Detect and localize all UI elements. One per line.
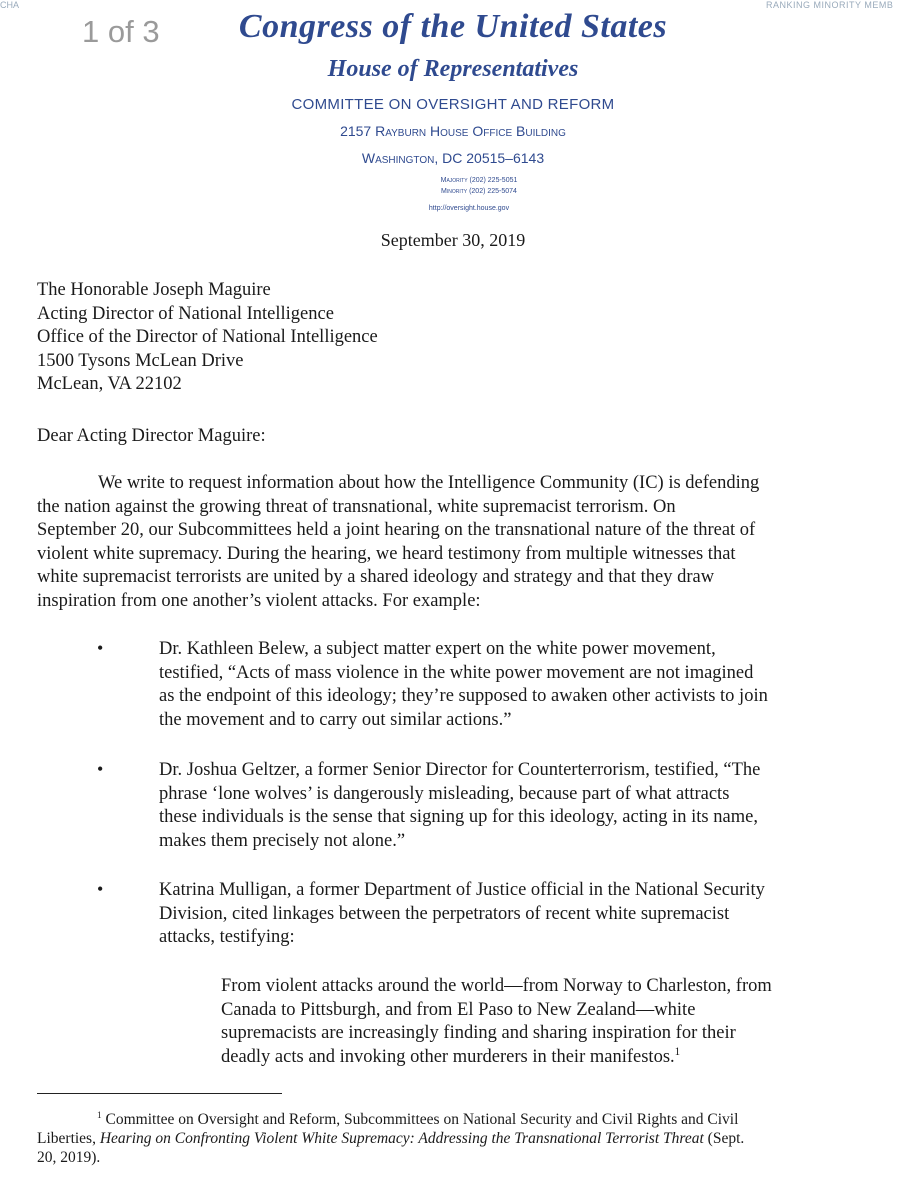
bullet-marker: • <box>97 759 104 779</box>
paragraph-line: the nation against the growing threat of transnational, white supremacist terrorism. On <box>37 496 676 517</box>
letterhead-url: http://oversight.house.gov <box>428 205 510 212</box>
bullet-line: Division, cited linkages between the perpetrators of recent white supremacist <box>159 903 730 924</box>
recipient-line: The Honorable Joseph Maguire <box>37 280 271 300</box>
bullet-item-geltzer <box>159 759 879 853</box>
cropped-header-right: RANKING MINORITY MEMB <box>766 0 894 10</box>
bullet-line: Dr. Joshua Geltzer, a former Senior Director for Counterterrorism, testified, “The <box>159 760 761 780</box>
footnote-text: Liberties, <box>37 1130 96 1147</box>
recipient-line: Acting Director of National Intelligence <box>37 303 334 324</box>
letterhead-subtitle: House of Representatives <box>327 56 579 82</box>
bullet-line: as the endpoint of this ideology; they’re supposed to awaken other activists to join <box>159 686 768 707</box>
footnote-text: (Sept. <box>707 1130 745 1147</box>
block-quote <box>221 975 861 1069</box>
bullet-line: the movement and to carry out similar actions.” <box>159 709 512 730</box>
recipient-address <box>37 279 378 397</box>
paragraph-line: white supremacist terrorists are united by a shared ideology and strategy and that they draw <box>37 567 715 588</box>
footnote <box>37 1110 877 1167</box>
bullet-line: Katrina Mulligan, a former Department of Justice official in the National Security <box>159 880 765 900</box>
footnote-line <box>37 1110 877 1129</box>
footnote-line: 20, 2019). <box>37 1149 101 1166</box>
letter-date: September 30, 2019 <box>380 230 526 250</box>
salutation: Dear Acting Director Maguire: <box>37 426 266 446</box>
letterhead-address: 2157 Rayburn House Office Building <box>340 123 566 139</box>
letterhead-title: Congress of the United States <box>238 8 668 45</box>
paragraph-line: September 20, our Subcommittees held a joint hearing on the transnational nature of the threat of <box>37 520 756 541</box>
bullet-line: Dr. Kathleen Belew, a subject matter expert on the white power movement, <box>159 639 716 659</box>
footnote-hearing-title: Hearing on Confronting Violent White Supremacy: Addressing the Transnational Terrorist Threat <box>99 1130 704 1147</box>
footnote-divider <box>37 1093 282 1094</box>
paragraph-line: inspiration from one another’s violent attacks. For example: <box>37 590 481 611</box>
cropped-header-left: CHA <box>0 0 20 10</box>
recipient-line: 1500 Tysons McLean Drive <box>37 350 244 371</box>
quote-line: Canada to Pittsburgh, and from El Paso to New Zealand—white <box>221 999 696 1020</box>
recipient-line: McLean, VA 22102 <box>37 374 182 395</box>
quote-line: supremacists are increasingly finding and sharing inspiration for their <box>221 1023 736 1044</box>
bullet-line: phrase ‘lone wolves’ is dangerously misleading, because part of what attracts <box>159 783 730 804</box>
letterhead-city: Washington, DC 20515–6143 <box>361 150 545 166</box>
paragraph-line: We write to request information about how the Intelligence Community (IC) is defending <box>98 473 760 493</box>
letterhead-committee: COMMITTEE ON OVERSIGHT AND REFORM <box>291 96 615 113</box>
intro-paragraph <box>37 472 867 614</box>
bullet-line: these individuals is the sense that signing up for this ideology, acting in its name, <box>159 807 758 828</box>
page-count-label: 1 of 3 <box>82 14 160 49</box>
bullet-line: attacks, testifying: <box>159 927 295 948</box>
footnote-number: 1 <box>97 1110 102 1121</box>
bullet-line: makes them precisely not alone.” <box>159 830 406 851</box>
quote-line-text: deadly acts and invoking other murderers in their manifestos. <box>221 1046 675 1067</box>
quote-line: From violent attacks around the world—from Norway to Charleston, from <box>221 976 772 996</box>
footnote-text: Committee on Oversight and Reform, Subcommittees on National Security and Civil Rights and Civil <box>105 1111 739 1128</box>
quote-line <box>221 1046 861 1070</box>
recipient-line: Office of the Director of National Intelligence <box>37 327 378 348</box>
paragraph-line: violent white supremacy. During the hearing, we heard testimony from multiple witnesses that <box>37 543 736 564</box>
bullet-marker: • <box>97 638 104 658</box>
bullet-marker: • <box>97 879 104 899</box>
footnote-line <box>37 1129 877 1148</box>
bullet-line: testified, “Acts of mass violence in the white power movement are not imagined <box>159 662 754 683</box>
footnote-reference: 1 <box>674 1045 681 1058</box>
letterhead-majority-phone: Majority (202) 225-5051 <box>440 177 518 184</box>
bullet-item-belew <box>159 638 879 732</box>
letterhead-minority-phone: Minority (202) 225-5074 <box>441 188 517 195</box>
bullet-item-mulligan <box>159 879 879 950</box>
